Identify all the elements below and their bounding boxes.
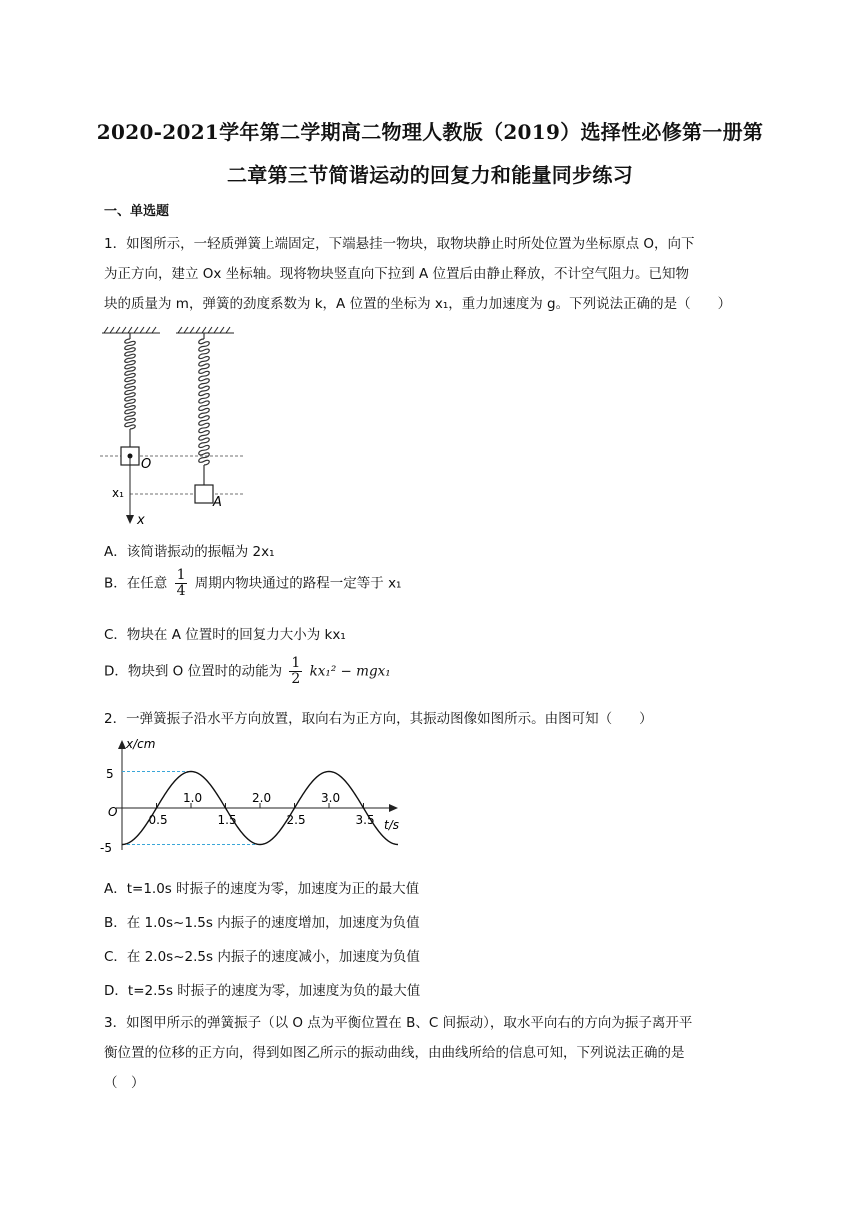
spring-right [199, 333, 210, 485]
q1-stem-line3: 块的质量为 m，弹簧的劲度系数为 k，A 位置的坐标为 x₁，重力加速度为 g。下列说法正确的是（ ） [104, 296, 732, 312]
label-x1: x₁ [112, 486, 124, 500]
xtick-label: 3.5 [355, 813, 375, 827]
xtick-label: 1.5 [217, 813, 237, 827]
x-axis-arrow [126, 515, 134, 524]
fraction-quarter [175, 568, 188, 599]
y-axis-label: x/cm [126, 737, 156, 751]
fraction-numerator: 1 [176, 567, 186, 583]
xtick-label: 1.0 [183, 791, 203, 805]
x-axis-label: t/s [384, 818, 399, 832]
spring-left [125, 333, 136, 447]
doc-title-line1: 2020-2021学年第二学期高二物理人教版（2019）选择性必修第一册第 [96, 120, 764, 144]
q2-option-c[interactable]: C．在 2.0s~2.5s 内振子的速度减小，加速度为负值 [104, 949, 420, 965]
q3-stem [104, 1008, 764, 1098]
xtick-label: 0.5 [148, 813, 168, 827]
xtick-label: 2.0 [252, 791, 272, 805]
q1-option-a[interactable]: A．该简谐振动的振幅为 2x₁ [104, 544, 275, 560]
doc-title-line2: 二章第三节简谐运动的回复力和能量同步练习 [227, 163, 633, 187]
q1-option-d[interactable] [104, 656, 391, 687]
label-a: A [213, 495, 222, 510]
q1-option-d-prefix: D．物块到 O 位置时的动能为 [104, 663, 283, 680]
ytick-label-min: -5 [100, 841, 112, 855]
label-o: O [141, 457, 152, 472]
q1-stem [104, 229, 764, 319]
q2-vibration-chart [96, 735, 406, 860]
ceiling-left [102, 327, 160, 333]
t-axis-arrow [389, 804, 398, 812]
q3-stem-line3: （ ） [104, 1075, 145, 1091]
fraction-half [289, 656, 302, 687]
q2-option-a[interactable]: A．t=1.0s 时振子的速度为零，加速度为正的最大值 [104, 881, 420, 897]
q1-option-b-suffix: 周期内物块通过的路程一定等于 x₁ [194, 575, 402, 592]
q1-spring-figure [100, 325, 250, 530]
label-x: x [137, 513, 145, 528]
q1-option-b-prefix: B．在任意 [104, 575, 168, 592]
q2-option-b[interactable]: B．在 1.0s~1.5s 内振子的速度增加，加速度为负值 [104, 915, 420, 931]
q1-stem-line2: 为正方向，建立 Ox 坐标轴。现将物块竖直向下拉到 A 位置后由静止释放，不计空气阻力。已知物 [104, 266, 690, 282]
q1-option-c[interactable]: C．物块在 A 位置时的回复力大小为 kx₁ [104, 627, 346, 643]
q3-stem-line1: 3．如图甲所示的弹簧振子（以 O 点为平衡位置在 B、C 间振动），取水平向右的方向为振子离开平 [104, 1015, 693, 1031]
q3-stem-line2: 衡位置的位移的正方向，得到如图乙所示的振动曲线，由曲线所给的信息可知，下列说法正确的是 [104, 1045, 685, 1061]
xtick-label: 2.5 [286, 813, 306, 827]
fraction-denominator: 2 [291, 671, 301, 687]
q1-option-d-suffix: kx₁² − mgx₁ [309, 663, 391, 680]
section-heading: 一、单选题 [104, 204, 170, 219]
q1-option-b[interactable] [104, 568, 401, 599]
fraction-denominator: 4 [176, 583, 186, 599]
q1-stem-line1: 1．如图所示，一轻质弹簧上端固定，下端悬挂一物块，取物块静止时所处位置为坐标原点 O，向下 [104, 236, 695, 252]
ceiling-right [176, 327, 234, 333]
ytick-label-max: 5 [106, 767, 114, 781]
origin-label: O [108, 805, 118, 819]
fraction-numerator: 1 [291, 655, 301, 671]
q2-option-d[interactable]: D．t=2.5s 时振子的速度为零，加速度为负的最大值 [104, 983, 421, 999]
xtick-label: 3.0 [321, 791, 341, 805]
q2-stem: 2．一弹簧振子沿水平方向放置，取向右为正方向，其振动图像如图所示。由图可知（ ） [104, 711, 653, 727]
block-at-a [195, 485, 213, 503]
y-axis-arrow [118, 740, 126, 749]
